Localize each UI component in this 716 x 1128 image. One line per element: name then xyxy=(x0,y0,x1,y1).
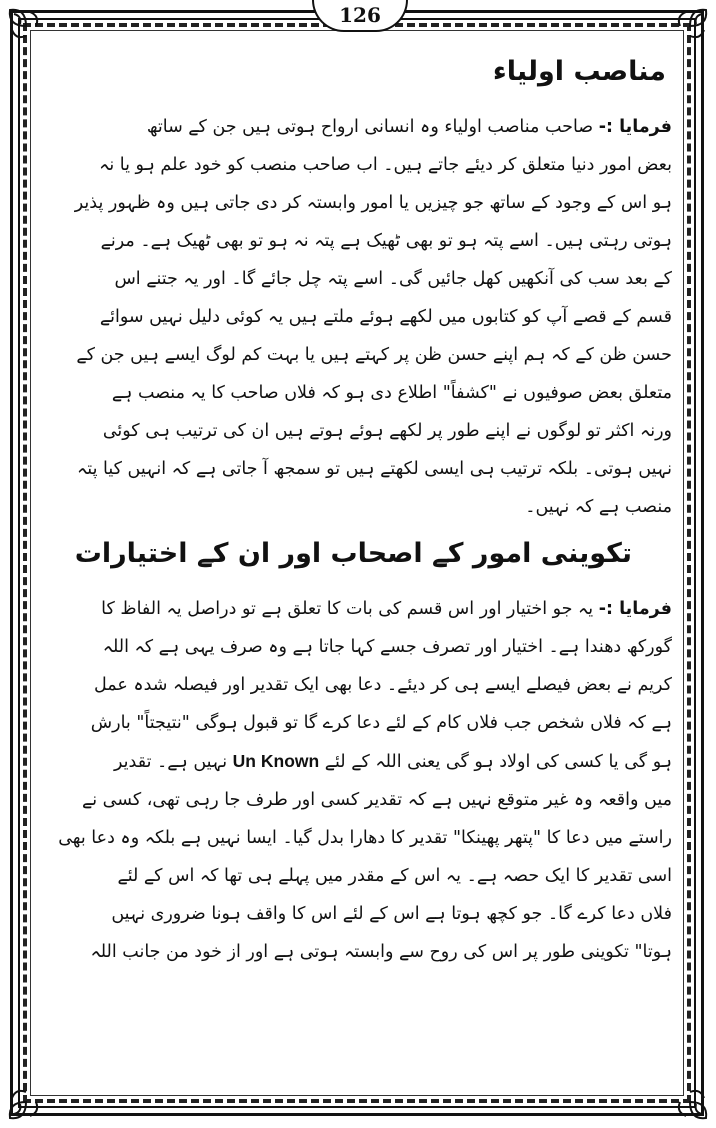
line-text: ہو گی یا کسی کی اولاد ہو گی یعنی اللہ کے لئے xyxy=(324,752,672,772)
text-line xyxy=(44,742,672,781)
line-text: یہ جو اختیار اور اس قسم کی بات کا تعلق ہے تو دراصل یہ الفاظ کا xyxy=(101,599,594,619)
lead-label: فرمایا :- xyxy=(598,599,672,619)
text-line: بعض امور دنیا متعلق کر دیئے جاتے ہیں۔ اب صاحب منصب کو خود علم ہو یا نہ xyxy=(99,155,672,175)
text-line: راستے میں دعا کا "پتھر پھینکا" تقدیر کا دھارا بدل گیا۔ ایسا نہیں ہے بلکہ وہ دعا بھی xyxy=(58,828,672,848)
text-line: کریم نے بعض فیصلے ایسے ہی کر دیئے۔ دعا بھی ایک تقدیر اور فیصلہ شدہ عمل xyxy=(93,675,672,695)
section2-paragraph xyxy=(44,590,672,971)
lead-label: فرمایا :- xyxy=(598,117,672,137)
line-text: صاحب مناصب اولیاء وہ انسانی ارواح ہوتی ہیں جن کے ساتھ xyxy=(146,117,594,137)
text-line: میں واقعہ وہ غیر متوقع نہیں ہے کہ تقدیر کسی اور طرف جا رہی تھی، کسی نے xyxy=(81,790,672,810)
text-line: حسن ظن کے کہ ہم اپنے حسن ظن پر کہتے ہیں یا بہت کم لوگ ایسے ہیں جن کے xyxy=(76,345,672,365)
text-line: قسم کے قصے آپ کو کتابوں میں لکھے ہوئے ملتے ہیں یہ کوئی دلیل نہیں سوائے xyxy=(99,307,672,327)
latin-term: Un Known xyxy=(232,751,320,771)
text-line: نہیں ہوتی۔ بلکہ ترتیب ہی ایسی لکھتے ہیں تو سمجھ آ جاتی ہے کہ انہیں کیا پتہ xyxy=(77,459,672,479)
section-heading-takwini-umoor: تکوینی امور کے اصحاب اور ان کے اختیارات xyxy=(74,538,632,569)
section1-paragraph xyxy=(44,108,672,526)
text-line: اسی تقدیر کا ایک حصہ ہے۔ یہ اس کے مقدر میں پہلے ہی تھا کہ اس کے لئے xyxy=(117,866,672,886)
text-line: ہوتا" تکوینی طور پر اس کی روح سے وابستہ ہوتی ہے اور از خود من جانب اللہ xyxy=(90,942,672,962)
text-line: ہو اس کے وجود کے ساتھ جو چیزیں یا امور وابستہ کر دی جاتی ہیں وہ ظہور پذیر xyxy=(74,193,672,213)
text-line: فلاں دعا کرے گا۔ جو کچھ ہوتا ہے اس کے لئے اس کا واقف ہونا ضروری نہیں xyxy=(111,904,672,924)
text-line: گورکھ دھندا ہے۔ اختیار اور تصرف جسے کہا جاتا ہے وہ صرف یہی ہے کہ اللہ xyxy=(102,637,672,657)
corner-ornament-icon xyxy=(670,6,710,46)
corner-ornament-icon xyxy=(6,6,46,46)
text-line: کے بعد سب کی آنکھیں کھل جائیں گی۔ اسے پتہ چل جائے گا۔ اور یہ جتنے اس xyxy=(114,269,672,289)
section-heading-manasib-awliya: مناصب اولیاء xyxy=(492,56,666,87)
text-line xyxy=(44,590,672,628)
text-line: منصب ہے کہ نہیں۔ xyxy=(525,497,672,517)
text-line: ہے کہ فلاں شخص جب فلاں کام کے لئے دعا کرے گا تو قبول ہوگی "نتیجتاً" بارش xyxy=(90,713,672,733)
line-text: نہیں ہے۔ تقدیر xyxy=(114,752,228,772)
text-line: ورنہ اکثر تو لوگوں نے اپنے طور پر لکھے ہوئے ہوتے ہیں ان کی ترتیب ہی کوئی xyxy=(102,421,672,441)
corner-ornament-icon xyxy=(670,1082,710,1122)
page-content xyxy=(44,46,672,971)
text-line xyxy=(44,108,672,146)
corner-ornament-icon xyxy=(6,1082,46,1122)
page-number: 126 xyxy=(312,0,408,32)
text-line: متعلق بعض صوفیوں نے "کشفاً" اطلاع دی ہو کہ فلاں صاحب کا یہ منصب ہے xyxy=(111,383,672,403)
text-line: ہوتی رہتی ہیں۔ اسے پتہ ہو تو بھی ٹھیک ہے پتہ نہ ہو تو بھی ٹھیک ہے۔ مرنے xyxy=(100,231,672,251)
